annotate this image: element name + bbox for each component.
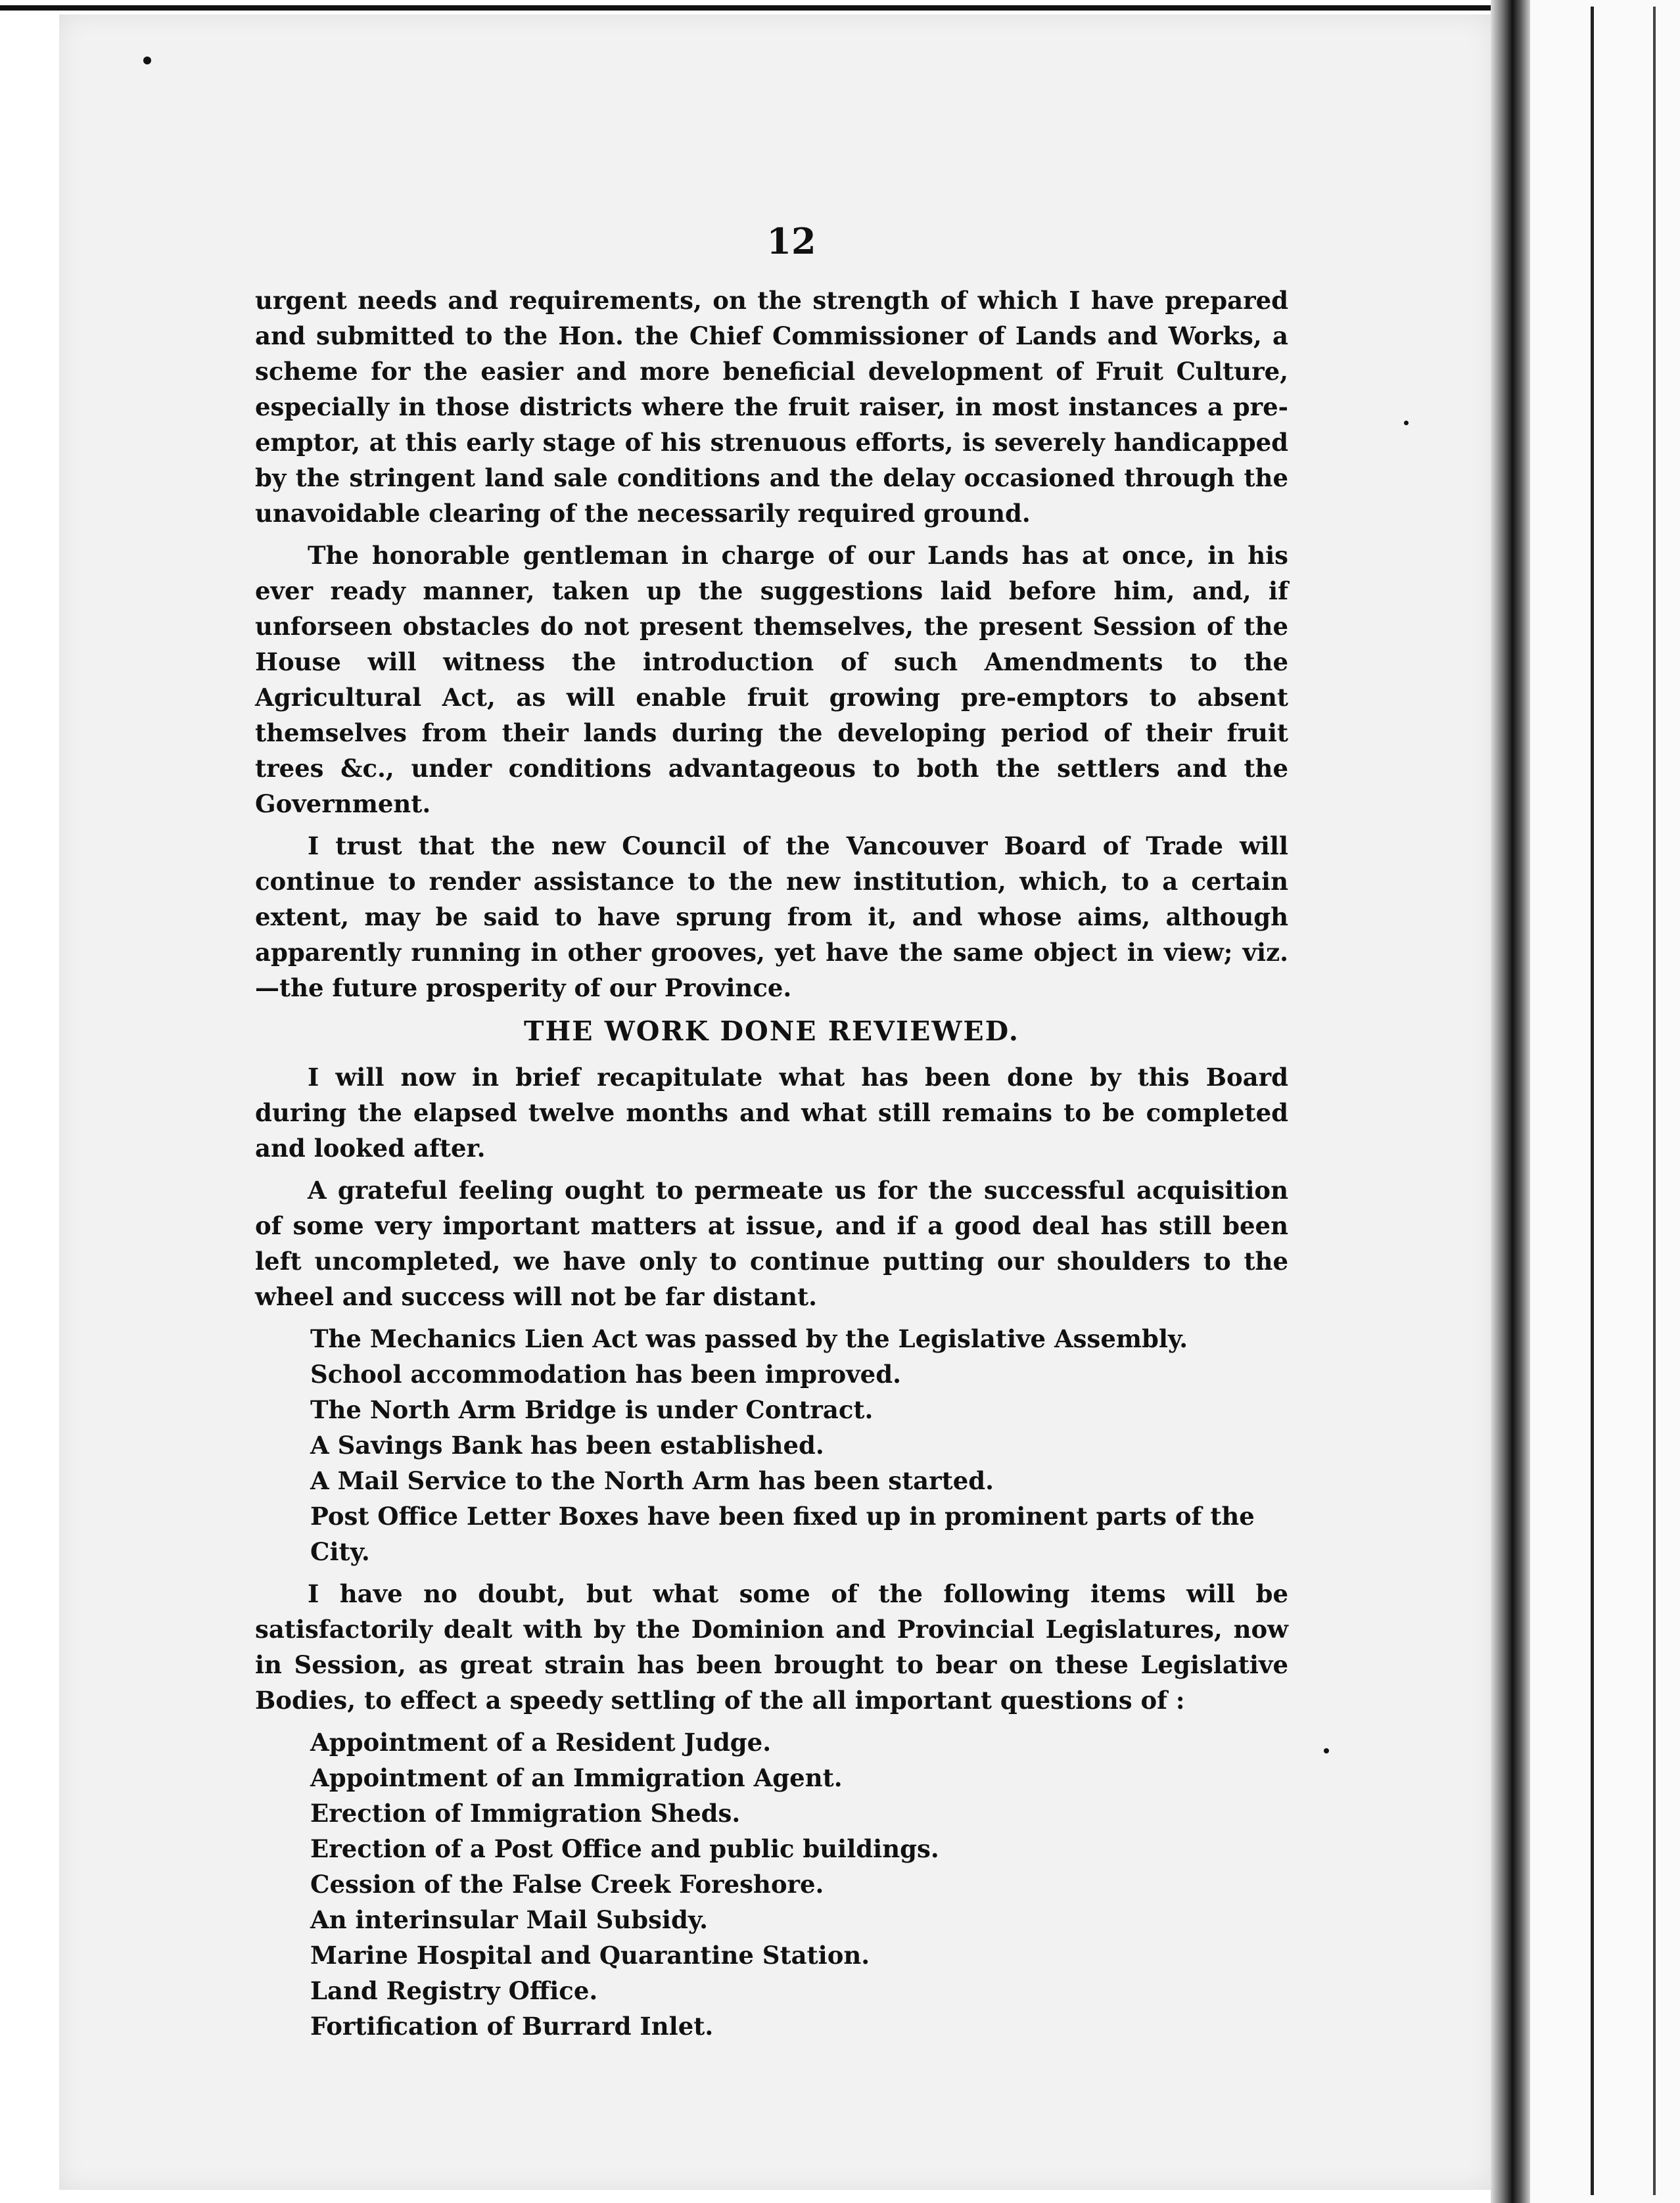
- list-item: Appointment of a Resident Judge.: [310, 1728, 772, 1757]
- paragraph: I trust that the new Council of the Vancouver Board of Trade will continue to render assistance to the new institution, which, to a certain extent, may be said to have sprung from it, and whose aims, although apparently running in other grooves, yet have the same object in view; viz.—the future prosperity of our Province.: [255, 831, 1288, 1002]
- page-text: [255, 220, 1288, 2051]
- list-item: Erection of Immigration Sheds.: [310, 1799, 741, 1828]
- section-heading: THE WORK DONE REVIEWED.: [523, 1015, 1019, 1047]
- facing-page-edge: [1530, 0, 1680, 2203]
- completed-items-list: [255, 1321, 1288, 1569]
- list-item: A Mail Service to the North Arm has been started.: [310, 1466, 994, 1495]
- list-item: Appointment of an Immigration Agent.: [310, 1763, 843, 1792]
- edge-line: [1653, 7, 1656, 2195]
- paragraph: I have no doubt, but what some of the following items will be satisfactorily dealt with by the Dominion and Provincial Legislatures, now in Session, as great strain has been brought to bear on these Legislative Bodies, to effect a speedy settling of the all important questions of :: [255, 1579, 1288, 1715]
- list-item: An interinsular Mail Subsidy.: [310, 1905, 708, 1934]
- paragraph: I will now in brief recapitulate what has been done by this Board during the elapsed twelve months and what still remains to be completed and looked after.: [255, 1063, 1288, 1163]
- list-item: The North Arm Bridge is under Contract.: [310, 1395, 874, 1424]
- list-item: Post Office Letter Boxes have been fixed up in prominent parts of the City.: [310, 1502, 1255, 1566]
- paragraph: urgent needs and requirements, on the strength of which I have prepared and submitted to the Hon. the Chief Commissioner of Lands and Works, a scheme for the easier and more beneficial development of Fruit Culture, especially in those districts where the fruit raiser, in most instances a pre-emptor, at this early stage of his strenuous efforts, is severely handicapped by the stringent land sale conditions and the delay occasioned through the unavoidable clearing of the necessarily required ground.: [255, 286, 1288, 528]
- paragraph: A grateful feeling ought to permeate us for the successful acquisition of some very important matters at issue, and if a good deal has still been left uncompleted, we have only to continue putting our shoulders to the wheel and success will not be far distant.: [255, 1176, 1288, 1311]
- list-item: Erection of a Post Office and public buildings.: [310, 1834, 939, 1863]
- ink-speck: [1324, 1748, 1329, 1753]
- list-item: The Mechanics Lien Act was passed by the Legislative Assembly.: [310, 1324, 1188, 1353]
- list-item: Cession of the False Creek Foreshore.: [310, 1870, 824, 1899]
- list-item: Fortification of Burrard Inlet.: [310, 2012, 714, 2041]
- list-item: Marine Hospital and Quarantine Station.: [310, 1941, 870, 1970]
- pending-items-list: [255, 1725, 1288, 2044]
- ink-speck: [1404, 421, 1409, 425]
- list-item: A Savings Bank has been established.: [310, 1431, 824, 1460]
- page-number: 12: [766, 220, 816, 262]
- book-spine: [1491, 0, 1530, 2203]
- top-rule: [0, 5, 1680, 11]
- paragraph: The honorable gentleman in charge of our Lands has at once, in his ever ready manner, taken up the suggestions laid before him, and, if unforseen obstacles do not present themselves, the present Session of the House will witness the introduction of such Amendments to the Agricultural Act, as will enable fruit growing pre-emptors to absent themselves from their lands during the developing period of their fruit trees &c., under conditions advantageous to both the settlers and the Government.: [255, 541, 1288, 818]
- ink-speck: [143, 57, 151, 64]
- edge-line: [1591, 7, 1594, 2195]
- list-item: Land Registry Office.: [310, 1976, 598, 2005]
- list-item: School accommodation has been improved.: [310, 1360, 901, 1389]
